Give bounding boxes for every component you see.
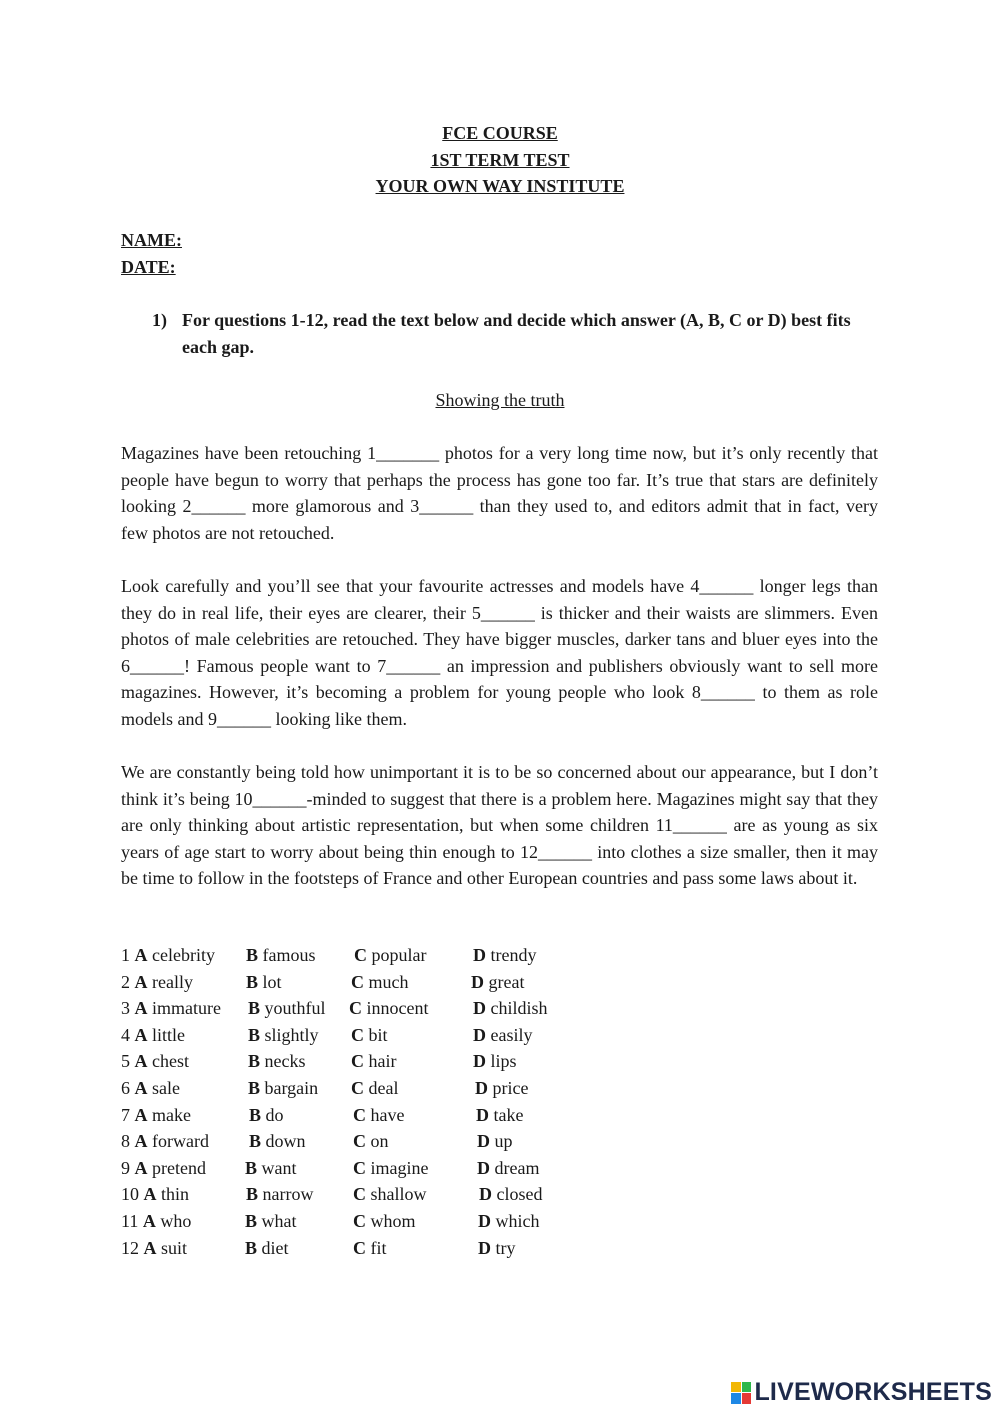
option-row	[121, 1238, 621, 1265]
option-word: do	[265, 1104, 284, 1125]
logo-square	[731, 1393, 741, 1404]
option-letter: D	[473, 945, 486, 965]
text-title: Showing the truth	[435, 390, 565, 410]
instruction-number: 1)	[152, 310, 167, 330]
option-letter: D	[477, 1131, 490, 1152]
paragraph-1: Magazines have been retouching 1_______ photos for a very long time now, but it’s only recently that people have begun to worry that perhaps the process has gone too far. It’s true that stars are definitely looking 2______ more glamorous and 3______ than they used to, and editors admit that in fact, very few photos are not retouched.	[121, 443, 878, 543]
option-d	[471, 972, 524, 993]
option-b	[245, 1158, 297, 1179]
option-c	[351, 1051, 396, 1072]
option-letter: A	[134, 945, 148, 965]
question-number: 2	[121, 971, 130, 992]
option-letter: D	[473, 1024, 486, 1045]
option-d	[477, 1131, 513, 1152]
option-word: deal	[368, 1077, 399, 1098]
option-d	[475, 1078, 528, 1099]
option-letter: A	[134, 1104, 148, 1125]
option-letter: C	[351, 1051, 364, 1072]
option-row	[121, 1158, 621, 1185]
option-c	[351, 1078, 398, 1099]
option-letter: C	[353, 1104, 366, 1125]
answer-options	[121, 945, 621, 1264]
option-d	[473, 1051, 517, 1072]
option-letter: D	[473, 998, 486, 1019]
option-c	[353, 1105, 404, 1126]
option-letter: C	[349, 998, 362, 1019]
option-letter: C	[354, 945, 367, 965]
liveworksheets-logo-icon	[731, 1382, 751, 1404]
question-instruction	[152, 307, 872, 361]
option-word: easily	[490, 1024, 533, 1045]
option-letter: A	[142, 1210, 156, 1231]
option-c	[353, 1184, 427, 1205]
option-word: who	[160, 1210, 192, 1231]
logo-square	[742, 1393, 752, 1404]
option-word: imagine	[370, 1157, 429, 1178]
option-word: bit	[368, 1024, 388, 1045]
option-a	[121, 945, 215, 966]
option-row	[121, 945, 621, 972]
option-d	[473, 945, 536, 966]
option-word: narrow	[262, 1184, 314, 1205]
option-letter: A	[134, 1157, 148, 1178]
date-label: DATE:	[121, 257, 176, 277]
paragraph-2: Look carefully and you’ll see that your favourite actresses and models have 4______ longer legs than they do in real life, their eyes are clearer, their 5______ is thicker and their waists are slimmers. Even photos of male celebrities are retouched. They have bigger muscles, darker tans and bluer eyes into the 6______! Famous people want to 7______ an impression and publishers obviously want to sell more magazines. However, it’s becoming a problem for young people who look 8______ to them as role models and 9______ looking like them.	[121, 576, 878, 729]
logo-square	[742, 1382, 752, 1393]
option-word: lot	[262, 971, 282, 992]
option-a	[121, 1078, 180, 1099]
option-word: sale	[152, 1077, 180, 1098]
question-number: 4	[121, 1024, 130, 1045]
option-letter: C	[351, 1077, 364, 1098]
option-a	[121, 1158, 206, 1179]
option-word: immature	[152, 998, 221, 1019]
question-number: 11	[121, 1210, 139, 1231]
option-row	[121, 1078, 621, 1105]
option-b	[245, 1211, 297, 1232]
option-word: suit	[161, 1237, 188, 1258]
option-letter: C	[351, 971, 364, 992]
option-word: down	[265, 1131, 306, 1152]
option-c	[351, 972, 409, 993]
logo-text: LIVEWORKSHEETS	[754, 1378, 992, 1406]
option-word: great	[488, 971, 525, 992]
question-number: 6	[121, 1077, 130, 1098]
option-letter: C	[353, 1237, 366, 1258]
option-a	[121, 1025, 185, 1046]
question-number: 8	[121, 1131, 130, 1152]
option-word: innocent	[366, 998, 429, 1019]
option-word: want	[261, 1157, 297, 1178]
option-letter: A	[134, 1024, 148, 1045]
option-row	[121, 1051, 621, 1078]
option-letter: B	[245, 1157, 258, 1178]
option-letter: B	[246, 945, 259, 965]
option-letter: D	[478, 1210, 491, 1231]
option-word: bargain	[264, 1077, 319, 1098]
option-word: make	[152, 1104, 191, 1125]
option-letter: B	[248, 1051, 261, 1072]
option-row	[121, 1211, 621, 1238]
option-letter: A	[143, 1237, 157, 1258]
option-letter: A	[134, 971, 148, 992]
option-word: on	[370, 1131, 389, 1152]
option-word: fit	[370, 1237, 387, 1258]
option-word: famous	[262, 945, 316, 965]
option-word: lips	[490, 1051, 517, 1072]
option-letter: B	[246, 1184, 259, 1205]
option-word: which	[495, 1210, 540, 1231]
institute-name: YOUR OWN WAY INSTITUTE	[375, 176, 625, 196]
option-row	[121, 972, 621, 999]
question-number: 10	[121, 1184, 139, 1205]
option-letter: D	[478, 1237, 491, 1258]
option-word: really	[152, 971, 193, 992]
option-d	[473, 998, 548, 1019]
option-b	[245, 1238, 289, 1259]
option-word: little	[152, 1024, 185, 1045]
option-word: whom	[370, 1210, 416, 1231]
option-d	[473, 1025, 533, 1046]
question-number: 5	[121, 1051, 130, 1072]
option-word: childish	[490, 998, 548, 1019]
option-word: celebrity	[152, 945, 215, 965]
option-letter: B	[249, 1104, 262, 1125]
option-c	[353, 1158, 428, 1179]
option-word: trendy	[490, 945, 537, 965]
option-word: try	[495, 1237, 516, 1258]
option-letter: B	[246, 971, 259, 992]
option-word: up	[494, 1131, 513, 1152]
option-a	[121, 1131, 209, 1152]
option-word: popular	[371, 945, 427, 965]
option-c	[349, 998, 428, 1019]
option-b	[248, 1025, 319, 1046]
option-a	[121, 998, 221, 1019]
question-number: 7	[121, 1104, 130, 1125]
option-word: forward	[152, 1131, 209, 1152]
option-b	[246, 945, 316, 966]
option-row	[121, 1025, 621, 1052]
option-word: hair	[368, 1051, 397, 1072]
option-a	[121, 1238, 187, 1259]
option-b	[248, 998, 326, 1019]
option-row	[121, 1184, 621, 1211]
option-b	[246, 972, 282, 993]
option-row	[121, 1105, 621, 1132]
option-letter: B	[245, 1210, 258, 1231]
option-c	[354, 945, 426, 966]
option-word: have	[370, 1104, 405, 1125]
option-letter: B	[248, 1077, 261, 1098]
name-label: NAME:	[121, 230, 182, 250]
option-letter: C	[353, 1131, 366, 1152]
course-title: FCE COURSE	[442, 123, 558, 143]
option-letter: D	[477, 1157, 490, 1178]
option-d	[477, 1158, 539, 1179]
option-a	[121, 1184, 189, 1205]
option-letter: C	[353, 1184, 366, 1205]
option-b	[249, 1105, 284, 1126]
option-letter: B	[248, 1024, 261, 1045]
option-letter: D	[475, 1077, 488, 1098]
option-c	[353, 1131, 389, 1152]
option-c	[353, 1238, 387, 1259]
option-letter: A	[143, 1184, 157, 1205]
option-word: chest	[152, 1051, 189, 1072]
option-word: take	[493, 1104, 524, 1125]
option-letter: C	[353, 1157, 366, 1178]
question-number: 3	[121, 998, 130, 1019]
option-letter: B	[245, 1237, 258, 1258]
option-a	[121, 1105, 191, 1126]
option-word: slightly	[264, 1024, 319, 1045]
option-letter: A	[134, 1051, 148, 1072]
option-word: closed	[496, 1184, 543, 1205]
option-word: pretend	[152, 1157, 206, 1178]
option-word: what	[261, 1210, 297, 1231]
option-letter: A	[134, 1131, 148, 1152]
option-word: price	[492, 1077, 529, 1098]
document-header	[0, 120, 1000, 200]
option-word: dream	[494, 1157, 540, 1178]
option-b	[246, 1184, 314, 1205]
option-letter: C	[351, 1024, 364, 1045]
test-title: 1ST TERM TEST	[430, 149, 570, 170]
option-d	[476, 1105, 523, 1126]
option-b	[248, 1078, 318, 1099]
option-word: shallow	[370, 1184, 427, 1205]
question-number: 12	[121, 1237, 139, 1258]
option-letter: D	[479, 1184, 492, 1205]
option-a	[121, 1051, 189, 1072]
option-letter: D	[473, 1051, 486, 1072]
option-letter: B	[249, 1131, 262, 1152]
option-row	[121, 998, 621, 1025]
option-letter: B	[248, 998, 261, 1019]
option-letter: D	[476, 1104, 489, 1125]
option-word: diet	[261, 1237, 289, 1258]
option-letter: D	[471, 971, 484, 992]
option-word: much	[368, 971, 409, 992]
option-b	[248, 1051, 306, 1072]
option-d	[479, 1184, 542, 1205]
option-word: necks	[264, 1051, 306, 1072]
option-row	[121, 1131, 621, 1158]
student-fields	[121, 227, 182, 281]
paragraph-3: We are constantly being told how unimportant it is to be so concerned about our appearance, but I don’t think it’s being 10______-minded to suggest that there is a problem here. Magazines might say that they are only thinking about artistic representation, but when some children 11______ are as young as six years of age start to worry about being thin enough to 12______ into clothes a size smaller, then it may be time to follow in the footsteps of France and other European countries and pass some laws about it.	[121, 762, 878, 889]
option-a	[121, 1211, 191, 1232]
option-letter: C	[353, 1210, 366, 1231]
liveworksheets-logo	[731, 1378, 992, 1407]
option-word: thin	[161, 1184, 190, 1205]
option-d	[478, 1238, 516, 1259]
option-letter: A	[134, 998, 148, 1019]
option-c	[351, 1025, 388, 1046]
option-c	[353, 1211, 416, 1232]
question-number: 1	[121, 945, 130, 965]
question-number: 9	[121, 1157, 130, 1178]
option-b	[249, 1131, 306, 1152]
instruction-text: For questions 1-12, read the text below and decide which answer (A, B, C or D) best fits each gap.	[182, 310, 851, 357]
option-letter: A	[134, 1077, 148, 1098]
logo-square	[731, 1382, 741, 1393]
option-word: youthful	[264, 998, 326, 1019]
option-d	[478, 1211, 540, 1232]
option-a	[121, 972, 193, 993]
